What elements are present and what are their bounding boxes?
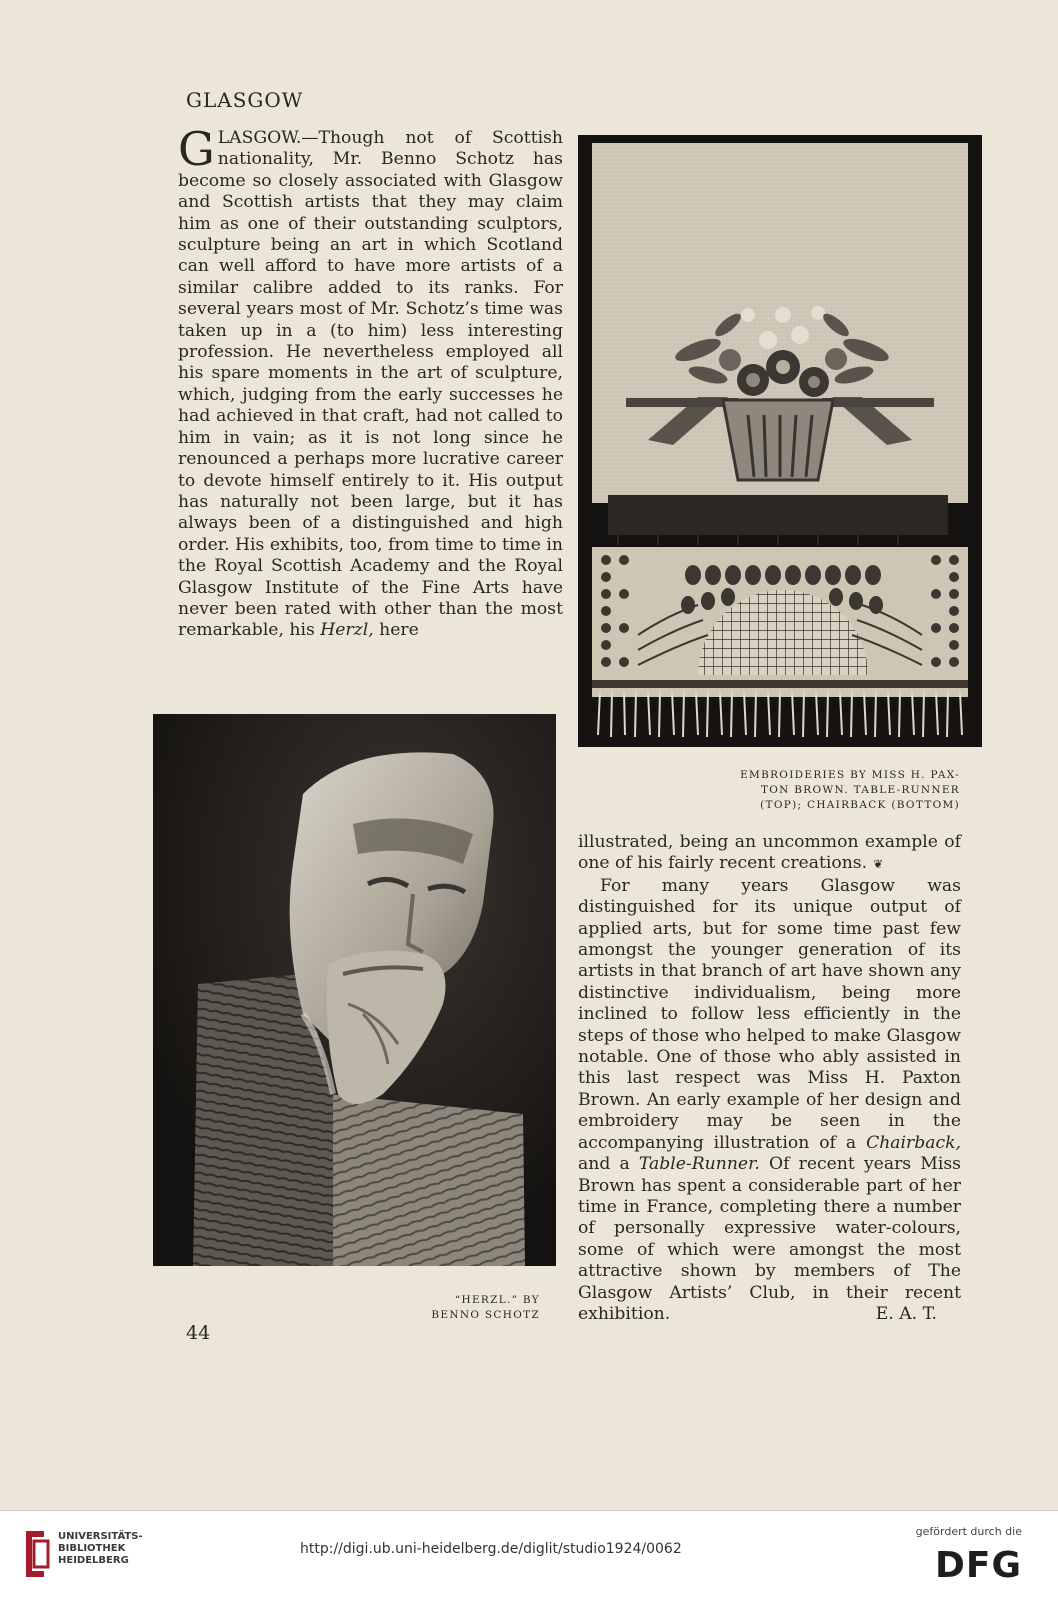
opening-paragraph-text: LASGOW.—Though not of Scottish nationality, Mr. Benno Schotz has become so closely associated with Glasgow and Scottish artists that they may claim him as one of their outstanding sculptors, sculpture being an art in which Scotland can well afford to have more artists of a similar calibre added to its ranks. For several years most of Mr. Schotz’s time was taken up in a (to him) less interesting profession. He nevertheless employed all his spare moments in the art of sculpture, which, judging from the early successes he had achieved in that craft, had not called to him in vain; as it is not long since he renounced a perhaps more lucrative career to devote himself entirely to it. His output has naturally not been large, but it has always been of a distinguished and high order. His exhibits, too, from time to time in the Royal Scottish Academy and the Royal Glasgow Institute of the Fine Arts have never been rated with other than the most remarkable, his: [178, 128, 563, 641]
second-paragraph-text: and a: [578, 1154, 630, 1175]
leaf-ornament-icon: ❦: [873, 857, 884, 872]
left-column: [178, 122, 563, 642]
embroidery-image: [578, 135, 982, 747]
herzl-title: Herzl,: [320, 620, 374, 641]
second-paragraph-text: Of recent years Miss Brown has spent a considerable part of her time in France, completing there a number of personally expressive water-colours, some of which were amongst the most attractive shown by members of The Glasgow Artists’ Club, in their recent exhibition.: [578, 1154, 961, 1324]
opening-paragraph: [178, 122, 563, 642]
permalink[interactable]: http://digi.ub.uni-heidelberg.de/diglit/studio1924/0062: [300, 1541, 682, 1557]
continuation-paragraph: [578, 832, 961, 876]
library-name: [58, 1531, 143, 1567]
caption-line: TON BROWN. TABLE-RUNNER: [760, 784, 960, 796]
author-signature: E. A. T.: [875, 1303, 937, 1324]
caption-line: (TOP); CHAIRBACK (BOTTOM): [760, 799, 960, 811]
caption-line: “HERZL.” BY: [454, 1294, 540, 1306]
running-head: GLASGOW: [186, 88, 304, 112]
caption-line: BENNO SCHOTZ: [431, 1309, 540, 1321]
herzl-sculpture-image: [153, 714, 556, 1266]
library-name-line: BIBLIOTHEK: [58, 1543, 126, 1554]
chairback-title: Chairback,: [866, 1132, 961, 1153]
embroidery-plate: [578, 135, 982, 747]
second-paragraph: [578, 876, 961, 1326]
drop-cap: G: [178, 122, 215, 176]
embroidery-caption: [690, 768, 960, 813]
sponsor-note: gefördert durch die: [915, 1525, 1022, 1538]
library-name-line: HEIDELBERG: [58, 1555, 129, 1566]
caption-line: EMBROIDERIES BY MISS H. PAX-: [740, 769, 960, 781]
library-logo-icon: [22, 1529, 52, 1579]
herzl-plate: [153, 714, 556, 1266]
library-name-line: UNIVERSITÄTS-: [58, 1531, 143, 1542]
table-runner-title: Table-Runner.: [638, 1154, 760, 1175]
digitization-footer: [0, 1510, 1058, 1601]
continuation-text: illustrated, being an uncommon example of one of his fairly recent creations.: [578, 832, 961, 874]
opening-paragraph-tail: here: [379, 620, 419, 641]
page-number: 44: [186, 1322, 211, 1344]
dfg-logo: DFG: [934, 1545, 1022, 1586]
right-column: [578, 832, 961, 1325]
herzl-caption: [380, 1293, 540, 1323]
second-paragraph-text: For many years Glasgow was distinguished for its unique output of applied arts, but for some time past few amongst the younger generation of its artists in that branch of art have shown any distinctive individualism, being more inclined to follow less efficiently in the steps of those who helped to make Glasgow notable. One of those who ably assisted in this last respect was Miss H. Paxton Brown. An early example of her design and embroidery may be seen in the accompanying illustration of a: [578, 875, 961, 1153]
